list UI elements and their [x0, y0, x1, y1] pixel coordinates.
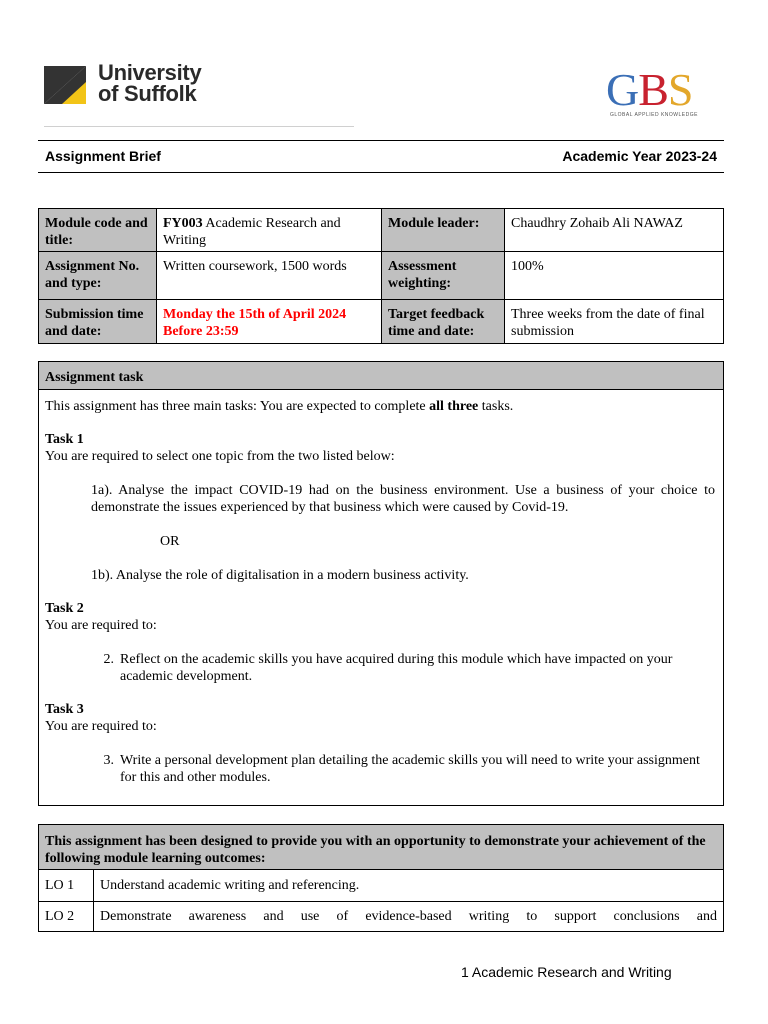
assignment-task-box: [38, 361, 724, 806]
task3-item-text: Write a personal development plan detailing the academic skills you will need to write your assignment for this and other modules.: [120, 753, 700, 785]
logo-line-2: of Suffolk: [98, 81, 197, 106]
lo1-text: Understand academic writing and referencing.: [94, 870, 724, 902]
gbs-letter-s: S: [667, 64, 693, 115]
assignment-type: Written coursework, 1500 words: [157, 252, 382, 300]
task-intro-pre: This assignment has three main tasks: You are expected to complete: [45, 399, 430, 414]
university-of-suffolk-logo: [44, 62, 224, 110]
lo2-text: Demonstrate awareness and use of evidence-based writing to support conclusions and: [94, 902, 724, 932]
brief-bar: [38, 140, 724, 173]
gbs-logo: [606, 64, 718, 120]
task1a-text: 1a). Analyse the impact COVID-19 had on the business environment. Use a business of your choice to demonstrate the issues experienced by that business which were caused by Covid-19.: [91, 483, 715, 515]
academic-year: Academic Year 2023-24: [562, 148, 717, 164]
module-leader-label: Module leader:: [382, 209, 505, 252]
task3-number: 3.: [103, 753, 114, 768]
task3-text: You are required to:: [45, 719, 157, 734]
task2-text: You are required to:: [45, 618, 157, 633]
gbs-letter-b: B: [638, 64, 668, 115]
learning-outcomes-table: [38, 824, 724, 932]
assignment-no-label: Assignment No. and type:: [39, 252, 157, 300]
gbs-letter-g: G: [606, 64, 639, 115]
task2-item-text: Reflect on the academic skills you have acquired during this module which have impacted on your academic development.: [120, 652, 673, 684]
module-info-table: [38, 208, 724, 344]
module-code-label: Module code and title:: [39, 209, 157, 252]
page-footer: 1 Academic Research and Writing: [461, 964, 672, 980]
task2-title: Task 2: [45, 601, 84, 616]
assignment-task-heading: Assignment task: [39, 362, 723, 390]
module-code-cell: [157, 209, 382, 252]
lo2-code: LO 2: [39, 902, 94, 932]
submission-date: [157, 300, 382, 344]
module-code: FY003: [163, 216, 203, 231]
task2-list-item: [45, 651, 717, 685]
logo-line-1: University: [98, 60, 202, 85]
task1-text: You are required to select one topic from the two listed below:: [45, 449, 395, 464]
task-intro: [45, 398, 717, 415]
learning-outcomes-heading: This assignment has been designed to provide you with an opportunity to demonstrate your achievement of the following module learning outcomes:: [39, 825, 724, 870]
weighting-label: Assessment weighting:: [382, 252, 505, 300]
suffolk-logo-mark-icon: [44, 66, 86, 104]
submission-date-line-2: Before 23:59: [163, 324, 239, 339]
feedback-label: Target feedback time and date:: [382, 300, 505, 344]
task-intro-post: tasks.: [478, 399, 514, 414]
task3-title: Task 3: [45, 702, 84, 717]
task1b-text: 1b). Analyse the role of digitalisation in a modern business activity.: [91, 568, 469, 583]
task2-number: 2.: [103, 652, 114, 667]
weighting-value: 100%: [505, 252, 724, 300]
module-leader: Chaudhry Zohaib Ali NAWAZ: [505, 209, 724, 252]
submission-date-line-1: Monday the 15th of April 2024: [163, 307, 347, 322]
task-intro-bold: all three: [429, 399, 479, 414]
header-divider: [44, 126, 354, 127]
or-text: OR: [160, 534, 180, 549]
task1-title: Task 1: [45, 432, 84, 447]
lo1-code: LO 1: [39, 870, 94, 902]
assignment-brief-label: Assignment Brief: [45, 148, 161, 164]
task3-list-item: [45, 752, 717, 786]
gbs-tagline: GLOBAL APPLIED KNOWLEDGE: [610, 112, 698, 118]
feedback-value: Three weeks from the date of final submission: [505, 300, 724, 344]
module-title: Academic Research and Writing: [163, 216, 341, 248]
submission-label: Submission time and date:: [39, 300, 157, 344]
